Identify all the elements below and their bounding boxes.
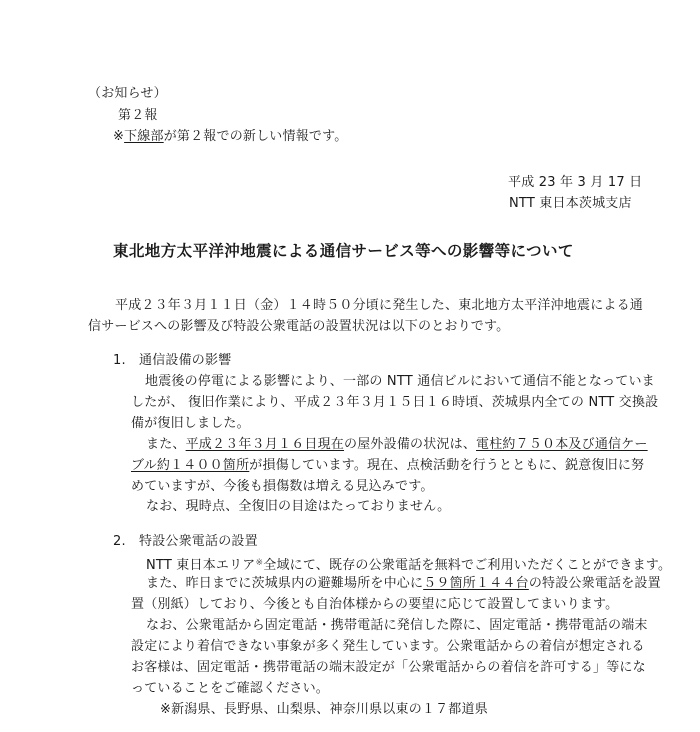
- section-1-line-4: [146, 437, 648, 453]
- line-text: 全域にて、既存の公衆電話を無料でご利用いただくことができます。: [263, 558, 672, 573]
- underlined-damage: 電柱約７５０本及び通信ケー: [476, 437, 648, 452]
- document-title: 東北地方太平洋沖地震による通信サービス等への影響等について: [113, 242, 574, 260]
- intro-line-2: 信サービスへの影響及び特設公衆電話の設置状況は以下のとおりです。: [88, 319, 510, 334]
- section-1-line-1: 地震後の停電による影響により、一部の NTT 通信ビルにおいて通信不能となっていま: [145, 374, 655, 389]
- section-2-line-3: 置（別紙）しており、今後とも自治体様からの要望に応じて設置してまいります。: [131, 597, 619, 612]
- line-text: の特設公衆電話を設置: [528, 576, 661, 591]
- section-1-line-5: [131, 458, 644, 474]
- section-1-line-2: したが、 復旧作業により、平成２３年３月１５日１６時頃、茨城県内全ての NTT 交換設: [131, 395, 659, 410]
- section-2-line-1: [146, 555, 671, 574]
- line-text: が損傷しています。現在、点検活動を行うとともに、鋭意復旧に努: [249, 458, 645, 473]
- document-date: 平成 23 年 3 月 17 日: [508, 175, 643, 190]
- section-1-line-6: めていますが、今後も損傷数は増える見込みです。: [131, 479, 434, 494]
- note-text: が第２報での新しい情報です。: [163, 129, 348, 144]
- section-2-line-7: っていることをご確認ください。: [131, 681, 330, 696]
- notice-label: （お知らせ）: [88, 86, 167, 101]
- intro-line-1: 平成２３年３月１１日（金）１４時５０分頃に発生した、東北地方太平洋沖地震による通: [115, 298, 644, 313]
- underlined-phone-count: ５９箇所１４４台: [423, 576, 529, 591]
- update-note: [113, 129, 347, 145]
- section-2-line-6: お客様は、固定電話・携帯電話の端末設定が「公衆電話からの着信を許可する」等にな: [131, 660, 646, 675]
- section-2-line-5: 設定により着信できない事象が多く発生しています。公衆電話からの着信が想定される: [131, 639, 645, 654]
- section-2-heading: 2. 特設公衆電話の設置: [113, 534, 258, 549]
- area-footnote-mark: ※: [255, 558, 264, 568]
- line-text: の屋外設備の状況は、: [344, 437, 477, 452]
- line-text: また、: [146, 437, 186, 452]
- section-1-line-3: 備が復旧しました。: [131, 416, 250, 431]
- note-mark: ※: [113, 129, 125, 144]
- issuer-name: NTT 東日本茨城支店: [509, 196, 632, 211]
- underlined-date: 平成２３年３月１６日現在: [185, 437, 345, 452]
- report-number: 第２報: [118, 108, 158, 123]
- line-text: また、昨日までに茨城県内の避難場所を中心に: [146, 576, 424, 591]
- underlined-damage: ブル約１４００箇所: [131, 458, 250, 473]
- line-text: NTT 東日本エリア: [146, 558, 256, 573]
- section-1-heading: 1. 通信設備の影響: [113, 353, 232, 368]
- note-underlined-term: 下線部: [124, 129, 164, 144]
- section-2-line-2: [146, 576, 661, 592]
- section-1-line-7: なお、現時点、全復旧の目途はたっておりません。: [146, 499, 451, 514]
- area-footnote: ※新潟県、長野県、山梨県、神奈川県以東の１７都道県: [160, 702, 488, 717]
- section-2-line-4: なお、公衆電話から固定電話・携帯電話に発信した際に、固定電話・携帯電話の端末: [146, 618, 648, 633]
